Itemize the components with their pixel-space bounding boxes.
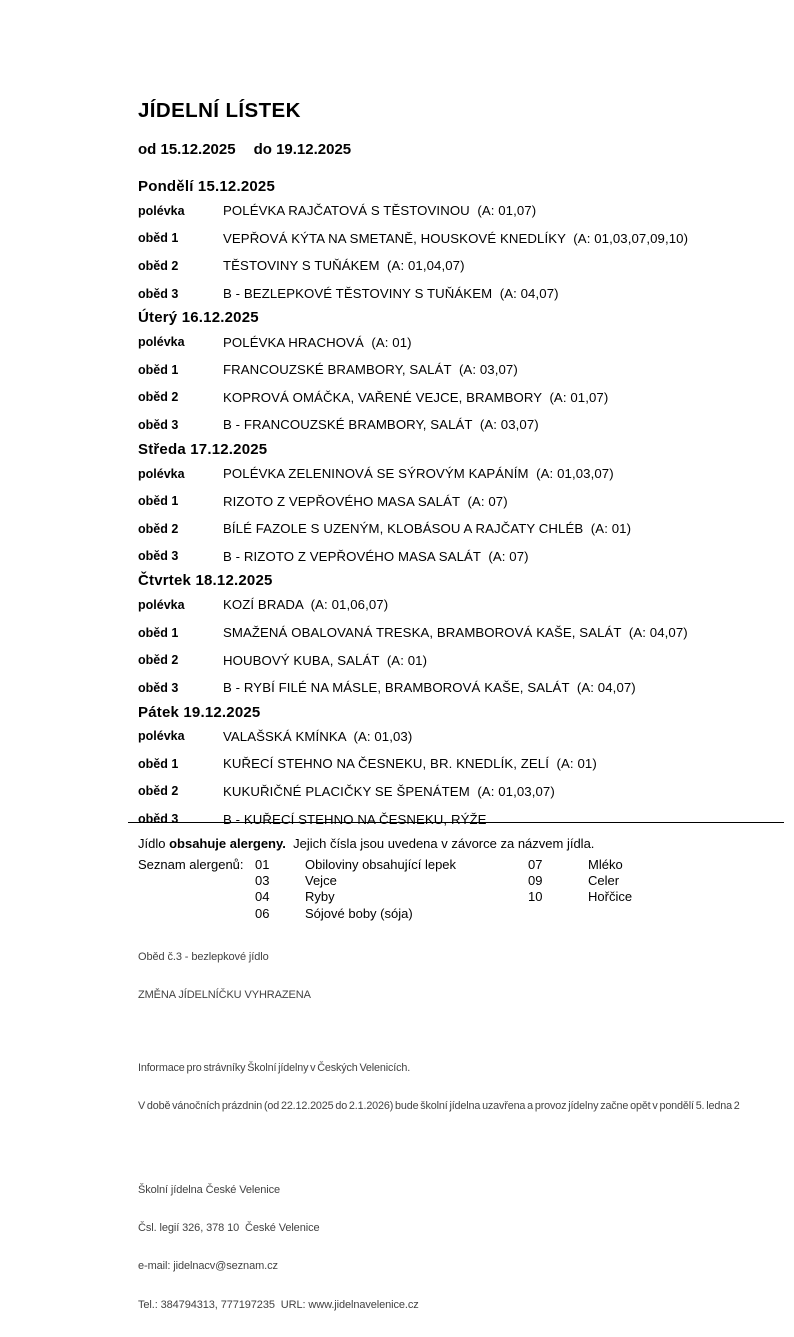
meal-label: oběd 3 (138, 417, 179, 432)
meal-label: oběd 3 (138, 812, 179, 827)
allergen-name: Ryby (305, 889, 335, 905)
meal-label: polévka (138, 203, 185, 218)
week-menu (138, 176, 786, 833)
menu-row (138, 252, 786, 280)
meal-label: oběd 1 (138, 494, 179, 509)
menu-row (138, 805, 786, 833)
meal-label: oběd 2 (138, 258, 179, 273)
menu-row (138, 646, 786, 674)
meal-label: oběd 3 (138, 549, 179, 564)
allergen-name: Vejce (305, 873, 337, 889)
menu-row (138, 515, 786, 543)
allergen-note-bold: obsahuje alergeny. (169, 835, 286, 851)
contact-organization: Školní jídelna České Velenice (138, 1183, 281, 1196)
allergen-name: Hořčice (588, 889, 633, 905)
day-section-patek (138, 702, 786, 833)
menu-notes (138, 926, 786, 1026)
menu-row (138, 750, 786, 778)
meal-label: oběd 2 (138, 784, 179, 799)
allergen-number: 03 (255, 873, 270, 889)
note-change-reserved: ZMĚNA JÍDELNÍČKU VYHRAZENA (138, 988, 311, 1001)
allergen-grid (255, 857, 632, 922)
page-title: JÍDELNÍ LÍSTEK (138, 99, 301, 122)
info-line: V době vánočních prázdnin (od 22.12.2025 do 2.1.2026) bude školní jídelna uzavřena a provoz jídelny začne opět v pondělí 5. ledna 2 (138, 1099, 740, 1112)
meal-label: oběd 2 (138, 390, 179, 405)
contact-email: e-mail: jidelnacv@seznam.cz (138, 1260, 278, 1273)
dish-text: RIZOTO Z VEPŘOVÉHO MASA SALÁT (A: 07) (223, 493, 508, 509)
dish-text: B - BEZLEPKOVÉ TĚSTOVINY S TUŇÁKEM (A: 04,07) (223, 286, 559, 302)
meal-label: polévka (138, 597, 185, 612)
dish-text: TĚSTOVINY S TUŇÁKEM (A: 01,04,07) (223, 258, 465, 274)
allergen-number: 09 (528, 873, 543, 889)
day-heading: Čtvrtek 18.12.2025 (138, 572, 273, 590)
menu-row (138, 225, 786, 253)
dish-text: B - FRANCOUZSKÉ BRAMBORY, SALÁT (A: 03,07) (223, 417, 539, 433)
date-to-label: do (253, 141, 272, 158)
allergen-number: 04 (255, 889, 270, 905)
dish-text: POLÉVKA ZELENINOVÁ SE SÝROVÝM KAPÁNÍM (A: 01,03,07) (223, 466, 614, 482)
dish-text: SMAŽENÁ OBALOVANÁ TRESKA, BRAMBOROVÁ KAŠE, SALÁT (A: 04,07) (223, 625, 688, 641)
dish-text: KOZÍ BRADA (A: 01,06,07) (223, 597, 389, 613)
date-to-value: 19.12.2025 (276, 141, 352, 158)
meal-label: polévka (138, 466, 185, 481)
dish-text: KUŘECÍ STEHNO NA ČESNEKU, BR. KNEDLÍK, ZELÍ (A: 01) (223, 756, 597, 772)
day-section-utery (138, 307, 786, 438)
note-gluten-free: Oběd č.3 - bezlepkové jídlo (138, 951, 269, 964)
meal-label: oběd 1 (138, 362, 179, 377)
allergen-number: 07 (528, 856, 543, 872)
allergen-list-caption: Seznam alergenů: (138, 856, 244, 872)
dish-text: FRANCOUZSKÉ BRAMBORY, SALÁT (A: 03,07) (223, 362, 518, 378)
allergen-note-suffix: Jejich čísla jsou uvedena v závorce za názvem jídla. (285, 835, 595, 851)
meal-label: oběd 1 (138, 231, 179, 246)
contact-address: Čsl. legií 326, 378 10 České Velenice (138, 1222, 320, 1235)
allergen-name: Sójové boby (sója) (305, 905, 413, 921)
allergen-name: Obiloviny obsahující lepek (305, 856, 457, 872)
dish-text: B - RYBÍ FILÉ NA MÁSLE, BRAMBOROVÁ KAŠE, SALÁT (A: 04,07) (223, 680, 636, 696)
menu-row (138, 411, 786, 439)
info-line: Informace pro strávníky Školní jídelny v Českých Velenicích. (138, 1062, 411, 1075)
dish-text: POLÉVKA RAJČATOVÁ S TĚSTOVINOU (A: 01,07) (223, 203, 537, 219)
menu-row (138, 487, 786, 515)
meal-label: oběd 2 (138, 521, 179, 536)
meal-label: polévka (138, 729, 185, 744)
meal-label: oběd 1 (138, 625, 179, 640)
menu-row (138, 460, 786, 488)
allergen-list (138, 857, 786, 922)
allergen-name: Mléko (588, 856, 623, 872)
allergen-name (588, 906, 632, 922)
menu-row (138, 674, 786, 702)
diner-information (138, 1037, 786, 1137)
menu-row (138, 723, 786, 751)
day-heading: Úterý 16.12.2025 (138, 309, 259, 327)
dish-text: VALAŠSKÁ KMÍNKA (A: 01,03) (223, 728, 413, 744)
menu-row (138, 591, 786, 619)
meal-label: oběd 3 (138, 286, 179, 301)
dish-text: KOPROVÁ OMÁČKA, VAŘENÉ VEJCE, BRAMBORY (A: 01,07) (223, 389, 609, 405)
contact-phone-url: Tel.: 384794313, 777197235 URL: www.jidelnavelenice.cz (138, 1298, 419, 1311)
dish-text: B - KUŘECÍ STEHNO NA ČESNEKU, RÝŽE (223, 811, 487, 827)
date-range (138, 141, 786, 159)
menu-row (138, 197, 786, 225)
allergen-name: Celer (588, 873, 620, 889)
dish-text: KUKUŘIČNÉ PLACIČKY SE ŠPENÁTEM (A: 01,03,07) (223, 783, 555, 799)
dish-text: B - RIZOTO Z VEPŘOVÉHO MASA SALÁT (A: 07) (223, 548, 529, 564)
allergen-note-prefix: Jídlo (138, 835, 170, 851)
day-heading: Pátek 19.12.2025 (138, 703, 261, 721)
allergen-number (528, 906, 588, 922)
menu-row (138, 280, 786, 308)
dish-text: HOUBOVÝ KUBA, SALÁT (A: 01) (223, 652, 428, 668)
date-from-label: od (138, 141, 157, 158)
dish-text: POLÉVKA HRACHOVÁ (A: 01) (223, 334, 412, 350)
allergen-note (138, 835, 786, 852)
contact-block (138, 1158, 786, 1337)
day-heading: Pondělí 15.12.2025 (138, 178, 276, 195)
meal-label: polévka (138, 335, 185, 350)
allergen-number: 06 (255, 905, 270, 921)
dish-text: BÍLÉ FAZOLE S UZENÝM, KLOBÁSOU A RAJČATY CHLÉB (A: 01) (223, 521, 632, 537)
menu-row (138, 356, 786, 384)
menu-row (138, 778, 786, 806)
meal-label: oběd 1 (138, 756, 179, 771)
dish-text: VEPŘOVÁ KÝTA NA SMETANĚ, HOUSKOVÉ KNEDLÍKY (A: 01,03,07,09,10) (223, 230, 689, 246)
day-section-ctvrtek (138, 570, 786, 701)
date-from-value: 15.12.2025 (160, 141, 236, 158)
menu-row (138, 543, 786, 571)
meal-label: oběd 2 (138, 653, 179, 668)
day-heading: Středa 17.12.2025 (138, 440, 268, 458)
allergen-number: 01 (255, 856, 270, 872)
menu-row (138, 384, 786, 412)
day-section-streda (138, 439, 786, 570)
menu-row (138, 328, 786, 356)
allergen-number: 10 (528, 889, 543, 905)
meal-label: oběd 3 (138, 680, 179, 695)
day-section-pondeli (138, 176, 786, 307)
menu-row (138, 619, 786, 647)
